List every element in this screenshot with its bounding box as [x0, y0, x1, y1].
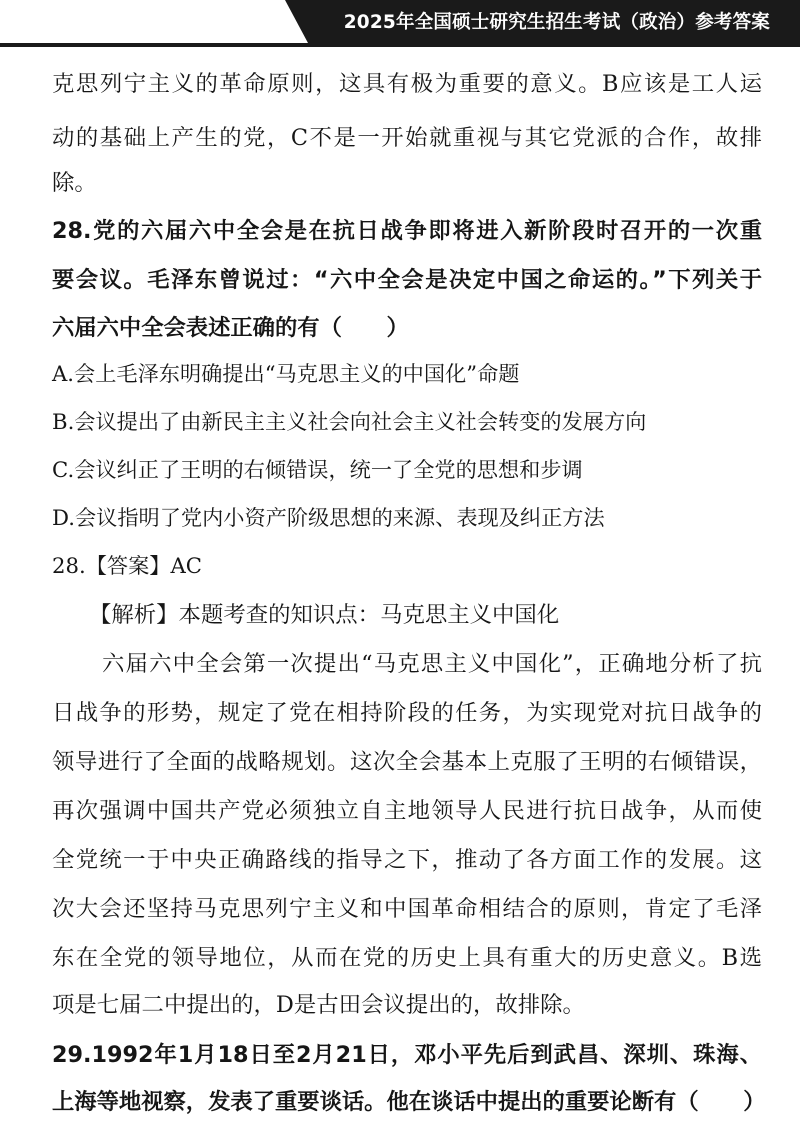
analysis-line: 六届六中全会第一次提出“马克思主义中国化”，正确地分析了抗 — [102, 651, 762, 677]
analysis-line: 项是七届二中提出的，D是古田会议提出的，故排除。 — [52, 992, 585, 1018]
question-28-stem: 28.党的六届六中全会是在抗日战争即将进入新阶段时召开的一次重 — [52, 218, 762, 244]
paragraph-line: 除。 — [52, 170, 97, 196]
question-29-stem: 29.1992年1月18日至2月21日，邓小平先后到武昌、深圳、珠海、 — [52, 1042, 762, 1068]
question-29-stem: 上海等地视察，发表了重要谈话。他在谈话中提出的重要论断有（ ） — [52, 1089, 766, 1115]
header-title: 2025年全国硕士研究生招生考试（政治）参考答案 — [343, 12, 770, 33]
option-b: B.会议提出了由新民主主义社会向社会主义社会转变的发展方向 — [52, 409, 647, 434]
analysis-line: 东在全党的领导地位，从而在党的历史上具有重大的历史意义。B选 — [52, 945, 762, 971]
paragraph-line: 克思列宁主义的革命原则，这具有极为重要的意义。B应该是工人运 — [52, 71, 762, 97]
analysis-line: 次大会还坚持马克思列宁主义和中国革命相结合的原则，肯定了毛泽 — [52, 896, 762, 922]
paragraph-line: 动的基础上产生的党，C不是一开始就重视与其它党派的合作，故排 — [52, 125, 762, 151]
question-28-stem: 要会议。毛泽东曾说过：“六中全会是决定中国之命运的。”下列关于 — [52, 267, 762, 293]
option-d: D.会议指明了党内小资产阶级思想的来源、表现及纠正方法 — [52, 505, 605, 530]
question-28-stem: 六届六中全会表述正确的有（ ） — [52, 315, 409, 341]
analysis-line: 全党统一于中央正确路线的指导之下，推动了各方面工作的发展。这 — [52, 847, 762, 873]
option-a: A.会上毛泽东明确提出“马克思主义的中国化”命题 — [52, 361, 520, 386]
analysis-line: 再次强调中国共产党必须独立自主地领导人民进行抗日战争，从而使 — [52, 798, 762, 824]
analysis-title: 【解析】本题考查的知识点：马克思主义中国化 — [89, 602, 560, 628]
analysis-line: 日战争的形势，规定了党在相持阶段的任务，为实现党对抗日战争的 — [52, 700, 762, 726]
analysis-line: 领导进行了全面的战略规划。这次全会基本上克服了王明的右倾错误， — [52, 749, 762, 775]
option-c: C.会议纠正了王明的右倾错误，统一了全党的思想和步调 — [52, 457, 583, 482]
answer-line: 28.【答案】AC — [52, 553, 202, 578]
